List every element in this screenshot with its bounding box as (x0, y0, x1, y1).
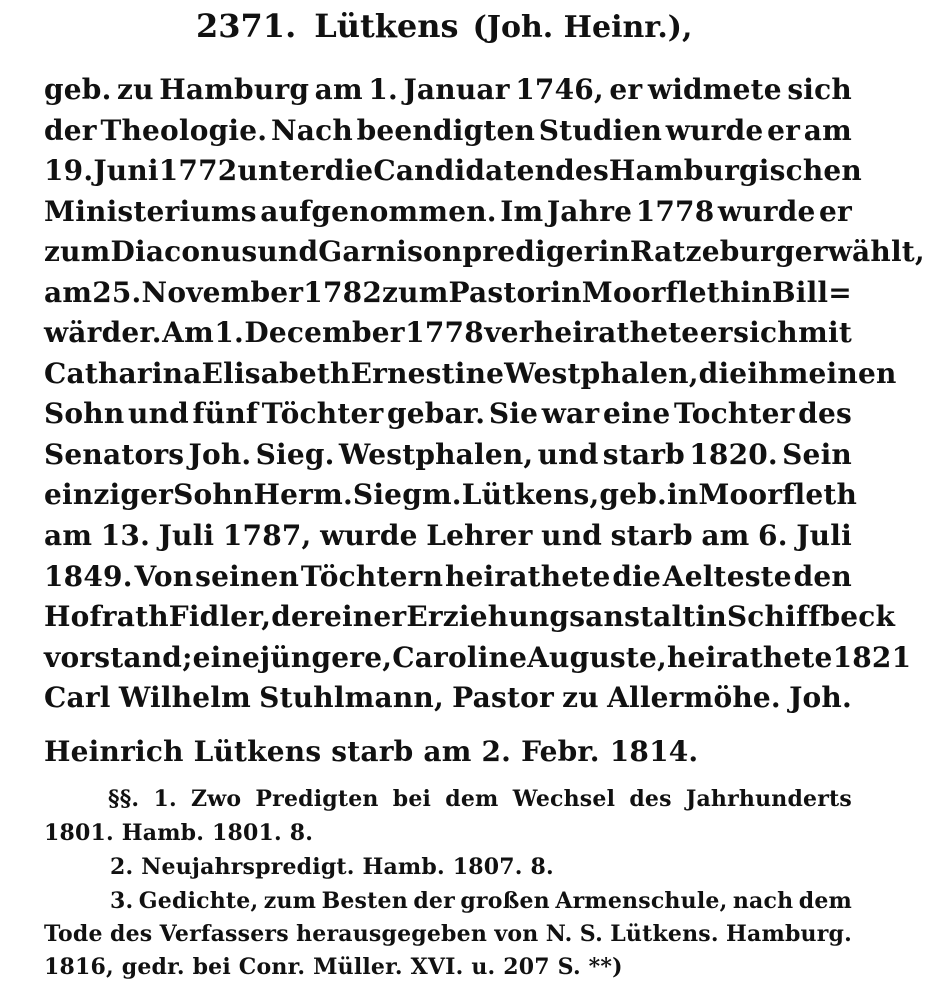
word: Ministeriums (44, 195, 257, 228)
biography-last-line: Heinrich Lütkens starb am 2. Febr. 1814. (44, 735, 699, 768)
word: zu (562, 681, 599, 714)
word: §§. (108, 786, 140, 812)
word: und (541, 519, 603, 552)
word: Schiffbeck (726, 600, 896, 633)
word: wurde (320, 519, 418, 552)
word: am (44, 519, 93, 552)
word: war (541, 397, 600, 430)
word: Wilhelm (118, 681, 251, 714)
word: Jahre (546, 195, 633, 228)
word: Garnisonprediger (318, 235, 599, 268)
word: des (629, 786, 672, 812)
biography-line (44, 357, 897, 390)
word: Lehrer (426, 519, 533, 552)
word: in (666, 478, 699, 511)
word: Auguste, (527, 641, 667, 674)
word: Senators (44, 438, 185, 471)
biography-line (44, 560, 852, 593)
word: in (550, 276, 582, 309)
word: Allermöhe. (607, 681, 781, 714)
word: Sohn (44, 397, 125, 430)
word: am (44, 276, 93, 309)
word: gebar. (387, 397, 486, 430)
word: Moorfleth (698, 478, 858, 511)
word: 1849. (44, 560, 133, 593)
work-1-line-2: 1801. Hamb. 1801. 8. (44, 820, 314, 846)
word: dem (445, 786, 499, 812)
word: der (271, 600, 324, 633)
word: Verfassers (159, 921, 289, 947)
word: N. (545, 921, 573, 947)
biography-line (44, 114, 852, 147)
word: 1787, (222, 519, 312, 552)
word: er (699, 316, 733, 349)
word: Am (162, 316, 214, 349)
word: des (555, 154, 609, 187)
entry-heading (196, 7, 693, 45)
entry-name: Lütkens (314, 7, 459, 45)
word: 3. (110, 888, 134, 914)
word: November (141, 276, 304, 309)
word: erwählt, (794, 235, 925, 268)
word: Westphalen, (338, 438, 534, 471)
word: er (767, 114, 801, 147)
word: Armenschule, (555, 888, 728, 914)
word: wärder. (44, 316, 162, 349)
word: zum (44, 235, 111, 268)
biography-line (44, 195, 852, 228)
word: wurde (717, 195, 816, 228)
word: 1772 (158, 154, 238, 187)
biography-line (44, 438, 852, 471)
word: Aelteste (662, 560, 792, 593)
word: der (413, 888, 455, 914)
biography-line (44, 519, 852, 552)
work-1-line-1 (108, 788, 852, 810)
word: aufgenommen. (260, 195, 497, 228)
word: Lütkens. (610, 921, 719, 947)
word: eine (602, 397, 671, 430)
biography-line (44, 73, 852, 106)
word: Von (134, 560, 194, 593)
word: 1782 (303, 276, 383, 309)
word: Im (500, 195, 544, 228)
word: eine (192, 641, 261, 674)
word: des (110, 921, 153, 947)
work-2-line: 2. Neujahrspredigt. Hamb. 1807. 8. (110, 854, 554, 880)
word: und (257, 235, 319, 268)
word: Studien (538, 114, 663, 147)
word: 25. (92, 276, 142, 309)
word: einen (808, 357, 897, 390)
word: Juli (158, 519, 215, 552)
word: Pastor (452, 681, 554, 714)
word: Ernestine (350, 357, 505, 390)
word: Westphalen, (504, 357, 699, 390)
word: mit (798, 316, 852, 349)
word: 1. (368, 73, 398, 106)
word: Tode (44, 921, 103, 947)
word: Gedichte, (138, 888, 259, 914)
word: zum (263, 888, 317, 914)
word: Bill= (771, 276, 852, 309)
word: in (740, 276, 772, 309)
word: Joh. (789, 681, 852, 714)
word: den (793, 560, 852, 593)
word: am (314, 73, 363, 106)
word: Wechsel (512, 786, 616, 812)
word: die (612, 560, 661, 593)
entry-given-names: (Joh. Heinr.), (472, 10, 693, 45)
word: Sie (488, 397, 539, 430)
word: des (798, 397, 852, 430)
word: 1820. (689, 438, 778, 471)
word: unter (237, 154, 325, 187)
biography-line (44, 681, 852, 714)
word: sich (733, 316, 798, 349)
word: Hamburg. (726, 921, 852, 947)
word: einziger (44, 478, 174, 511)
word: Lütkens, (461, 478, 600, 511)
word: Tochter (673, 397, 795, 430)
word: widmete (647, 73, 782, 106)
work-3-line-1 (110, 890, 852, 912)
word: December (244, 316, 405, 349)
word: am (701, 519, 750, 552)
word: zu (117, 73, 154, 106)
word: Erziehungsanstalt (406, 600, 696, 633)
biography-line (44, 397, 852, 430)
word: Fidler, (168, 600, 272, 633)
word: in (598, 235, 630, 268)
word: Theologie. (100, 114, 268, 147)
word: Besten (321, 888, 408, 914)
word: beendigten (356, 114, 536, 147)
word: 1821 (832, 641, 912, 674)
word: sich (787, 73, 852, 106)
word: Herm. (253, 478, 353, 511)
word: seinen (195, 560, 300, 593)
word: Sieg. (255, 438, 335, 471)
word: Siegm. (352, 478, 462, 511)
word: Juni (93, 154, 159, 187)
word: die (698, 357, 748, 390)
word: ihm (747, 357, 809, 390)
word: Diaconus (110, 235, 258, 268)
word: geb. (599, 478, 667, 511)
word: Januar (403, 73, 510, 106)
word: 6. (758, 519, 788, 552)
word: Stuhlmann, (259, 681, 444, 714)
word: er (609, 73, 643, 106)
word: geb. (44, 73, 112, 106)
biography-line (44, 478, 858, 511)
word: Zwo (190, 786, 242, 812)
word: nach (732, 888, 794, 914)
word: S. (579, 921, 603, 947)
work-3-line-3: 1816, gedr. bei Conr. Müller. XVI. u. 207 S. **) (44, 954, 623, 980)
biography-line (44, 316, 852, 349)
word: Elisabeth (201, 357, 351, 390)
word: verheirathete (484, 316, 700, 349)
entry-number: 2371. (196, 7, 297, 45)
word: einer (323, 600, 407, 633)
word: fünf (192, 397, 259, 430)
word: 13. (100, 519, 151, 552)
word: heirathete (667, 641, 833, 674)
word: starb (602, 438, 685, 471)
word: Hofrath (44, 600, 169, 633)
biography-line (44, 154, 862, 187)
word: Moorfleth (581, 276, 741, 309)
word: dem (798, 888, 852, 914)
word: Juli (796, 519, 852, 552)
word: 1746, (515, 73, 604, 106)
word: und (537, 438, 599, 471)
word: Candidaten (373, 154, 556, 187)
word: bei (392, 786, 432, 812)
word: 1. (214, 316, 244, 349)
word: in (695, 600, 727, 633)
word: Sohn (173, 478, 254, 511)
word: zum (382, 276, 449, 309)
word: Predigten (255, 786, 379, 812)
word: wurde (665, 114, 764, 147)
biography-line (44, 600, 896, 633)
word: starb (610, 519, 693, 552)
word: Caroline (392, 641, 528, 674)
word: großen (460, 888, 550, 914)
word: Carl (44, 681, 111, 714)
word: Ratzeburg (630, 235, 795, 268)
word: Pastor (448, 276, 551, 309)
word: der (44, 114, 97, 147)
word: herausgegeben (296, 921, 488, 947)
word: vorstand; (44, 641, 193, 674)
word: Töchter (261, 397, 384, 430)
word: am (803, 114, 852, 147)
biography-line (44, 276, 852, 309)
word: und (128, 397, 189, 430)
word: 1778 (635, 195, 715, 228)
word: heirathete (444, 560, 611, 593)
word: von (494, 921, 539, 947)
word: Hamburgischen (608, 154, 862, 187)
word: Sein (782, 438, 852, 471)
word: er (819, 195, 852, 228)
word: Catharina (44, 357, 202, 390)
biography-line (44, 235, 925, 268)
work-3-line-2 (44, 923, 852, 945)
word: Nach (270, 114, 353, 147)
word: 1. (153, 786, 177, 812)
word: Hamburg (159, 73, 310, 106)
word: 19. (44, 154, 94, 187)
word: 1778 (405, 316, 484, 349)
word: jüngere, (260, 641, 393, 674)
word: Töchtern (300, 560, 444, 593)
word: Joh. (188, 438, 252, 471)
word: Jahrhunderts (685, 786, 852, 812)
biography-line (44, 641, 912, 674)
word: die (324, 154, 374, 187)
